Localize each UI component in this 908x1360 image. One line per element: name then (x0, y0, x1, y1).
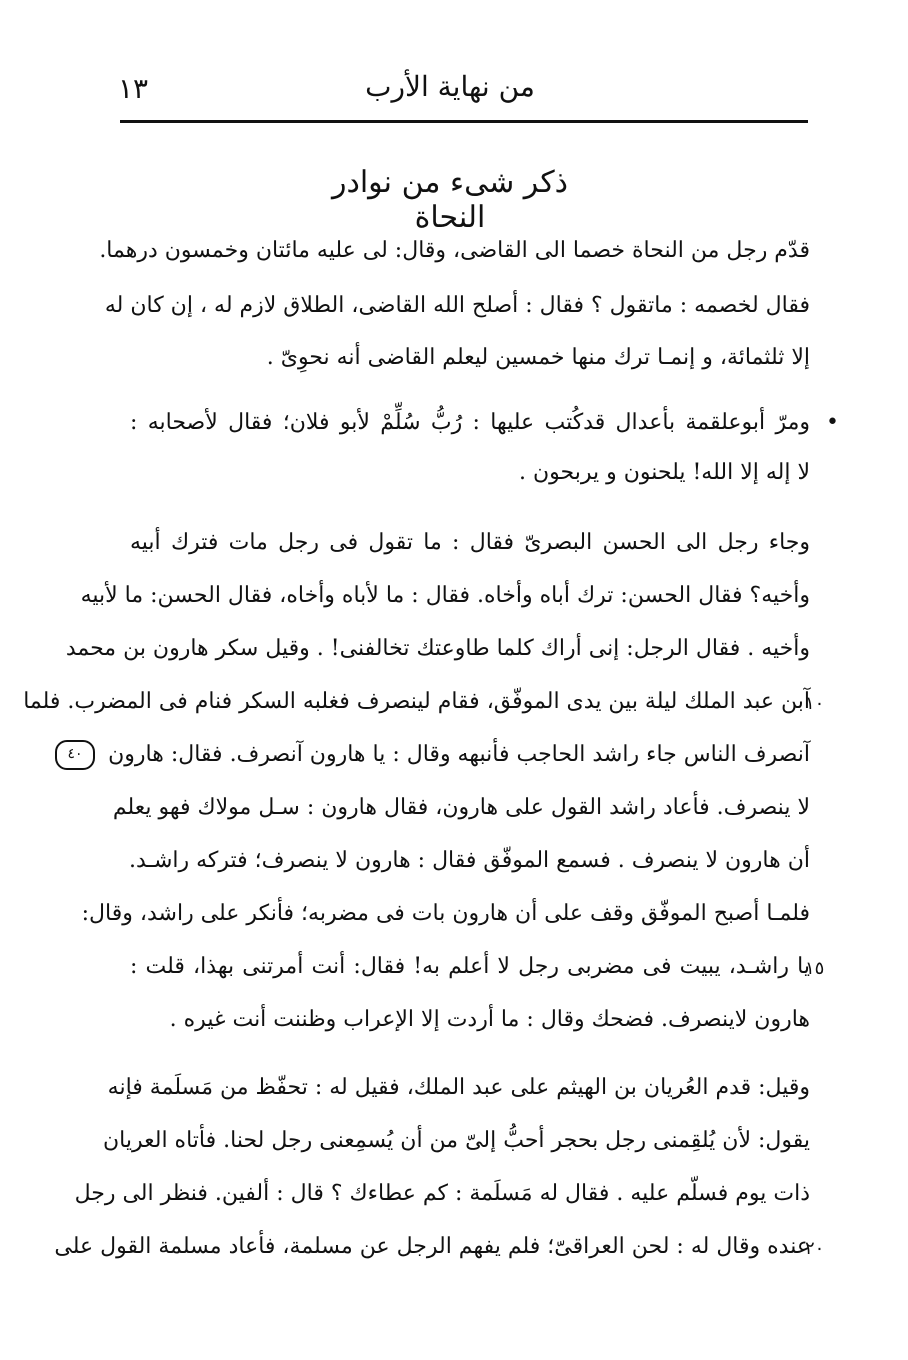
text-line: لا إله إلا الله! يلحنون و يربحون . (519, 460, 810, 485)
paragraph-marker: • (826, 410, 839, 435)
text-line: وقيل: قدم العُريان بن الهيثم على عبد الملك، فقيل له : تحفّظ من مَسلَمة فإنه (107, 1075, 810, 1100)
marginal-note: ٤٠ (55, 740, 95, 770)
text-line: قدّم رجل من النحاة خصما الى القاضى، وقال: لى عليه مائتان وخمسون درهما. (99, 238, 810, 263)
text-line: ذات يوم فسلّم عليه . فقال له مَسلَمة : كم عطاءك ؟ قال : ألفين. فنظر الى رجل (74, 1181, 810, 1206)
text-line: إلا ثلثمائة، و إنمـا ترك منها خمسين ليعلم القاضى أنه نحوِىّ . (266, 345, 810, 370)
margin-line-number: ١٠ (805, 693, 825, 714)
text-line: وجاء رجل الى الحسن البصرىّ فقال : ما تقول فى رجل مات فترك أبيه (130, 530, 810, 555)
margin-line-number: ١٥ (805, 958, 825, 979)
text-line: لا ينصرف. فأعاد راشد القول على هارون، فقال هارون : سـل مولاك فهو يعلم (112, 795, 810, 820)
text-line: وأخيه؟ فقال الحسن: ترك أباه وأخاه. فقال : ما لأباه وأخاه، فقال الحسن: ما لأبيه (80, 583, 810, 608)
text-line: آنصرف الناس جاء راشد الحاجب فأنبهه وقال : يا هارون آنصرف. فقال: هارون (108, 742, 810, 767)
text-line: أن هارون لا ينصرف . فسمع الموفّق فقال : هارون لا ينصرف؛ فتركه راشـد. (128, 848, 810, 873)
running-title: من نهاية الأرب (365, 70, 535, 103)
page-number: ١٣ (118, 72, 149, 105)
text-line: هارون لاينصرف. فضحك وقال : ما أردت إلا الإعراب وظننت أنت غيره . (169, 1007, 810, 1032)
text-line: يا راشـد، يبيت فى مضربى رجل لا أعلم به! فقال: أنت أمرتنى بهذا، قلت : (130, 954, 810, 979)
text-line: فلمـا أصبح الموفّق وقف على أن هارون بات فى مضربه؛ فأنكر على راشد، وقال: (81, 901, 810, 926)
header-rule (120, 120, 808, 123)
text-line: يقول: لأن يُلقِمنى رجل بحجر أحبُّ إلىّ من أن يُسمِعنى رجل لحنا. فأتاه العريان (103, 1128, 810, 1153)
text-line: ومرّ أبوعلقمة بأعدال قدكُتب عليها : رُبُّ سُلِّمْ لأبو فلان؛ فقال لأصحابه : (130, 410, 810, 435)
text-line: آبن عبد الملك ليلة بين يدى الموفّق، فقام لينصرف فغلبه السكر فنام فى المضرب. فلما (23, 689, 810, 714)
text-line: فقال لخصمه : ماتقول ؟ فقال : أصلح الله القاضى، الطلاق لازم له ، إن كان له (104, 293, 810, 318)
section-title: ذكر شىء من نوادر النحاة (332, 165, 568, 235)
text-line: عنده وقال له : لحن العراقىّ؛ فلم يفهم الرجل عن مسلمة، فأعاد مسلمة القول على (54, 1234, 810, 1259)
text-line: وأخيه . فقال الرجل: إنى أراك كلما طاوعتك تخالفنى! . وقيل سكر هارون بن محمد (65, 636, 810, 661)
margin-line-number: ٢٠ (805, 1238, 825, 1259)
